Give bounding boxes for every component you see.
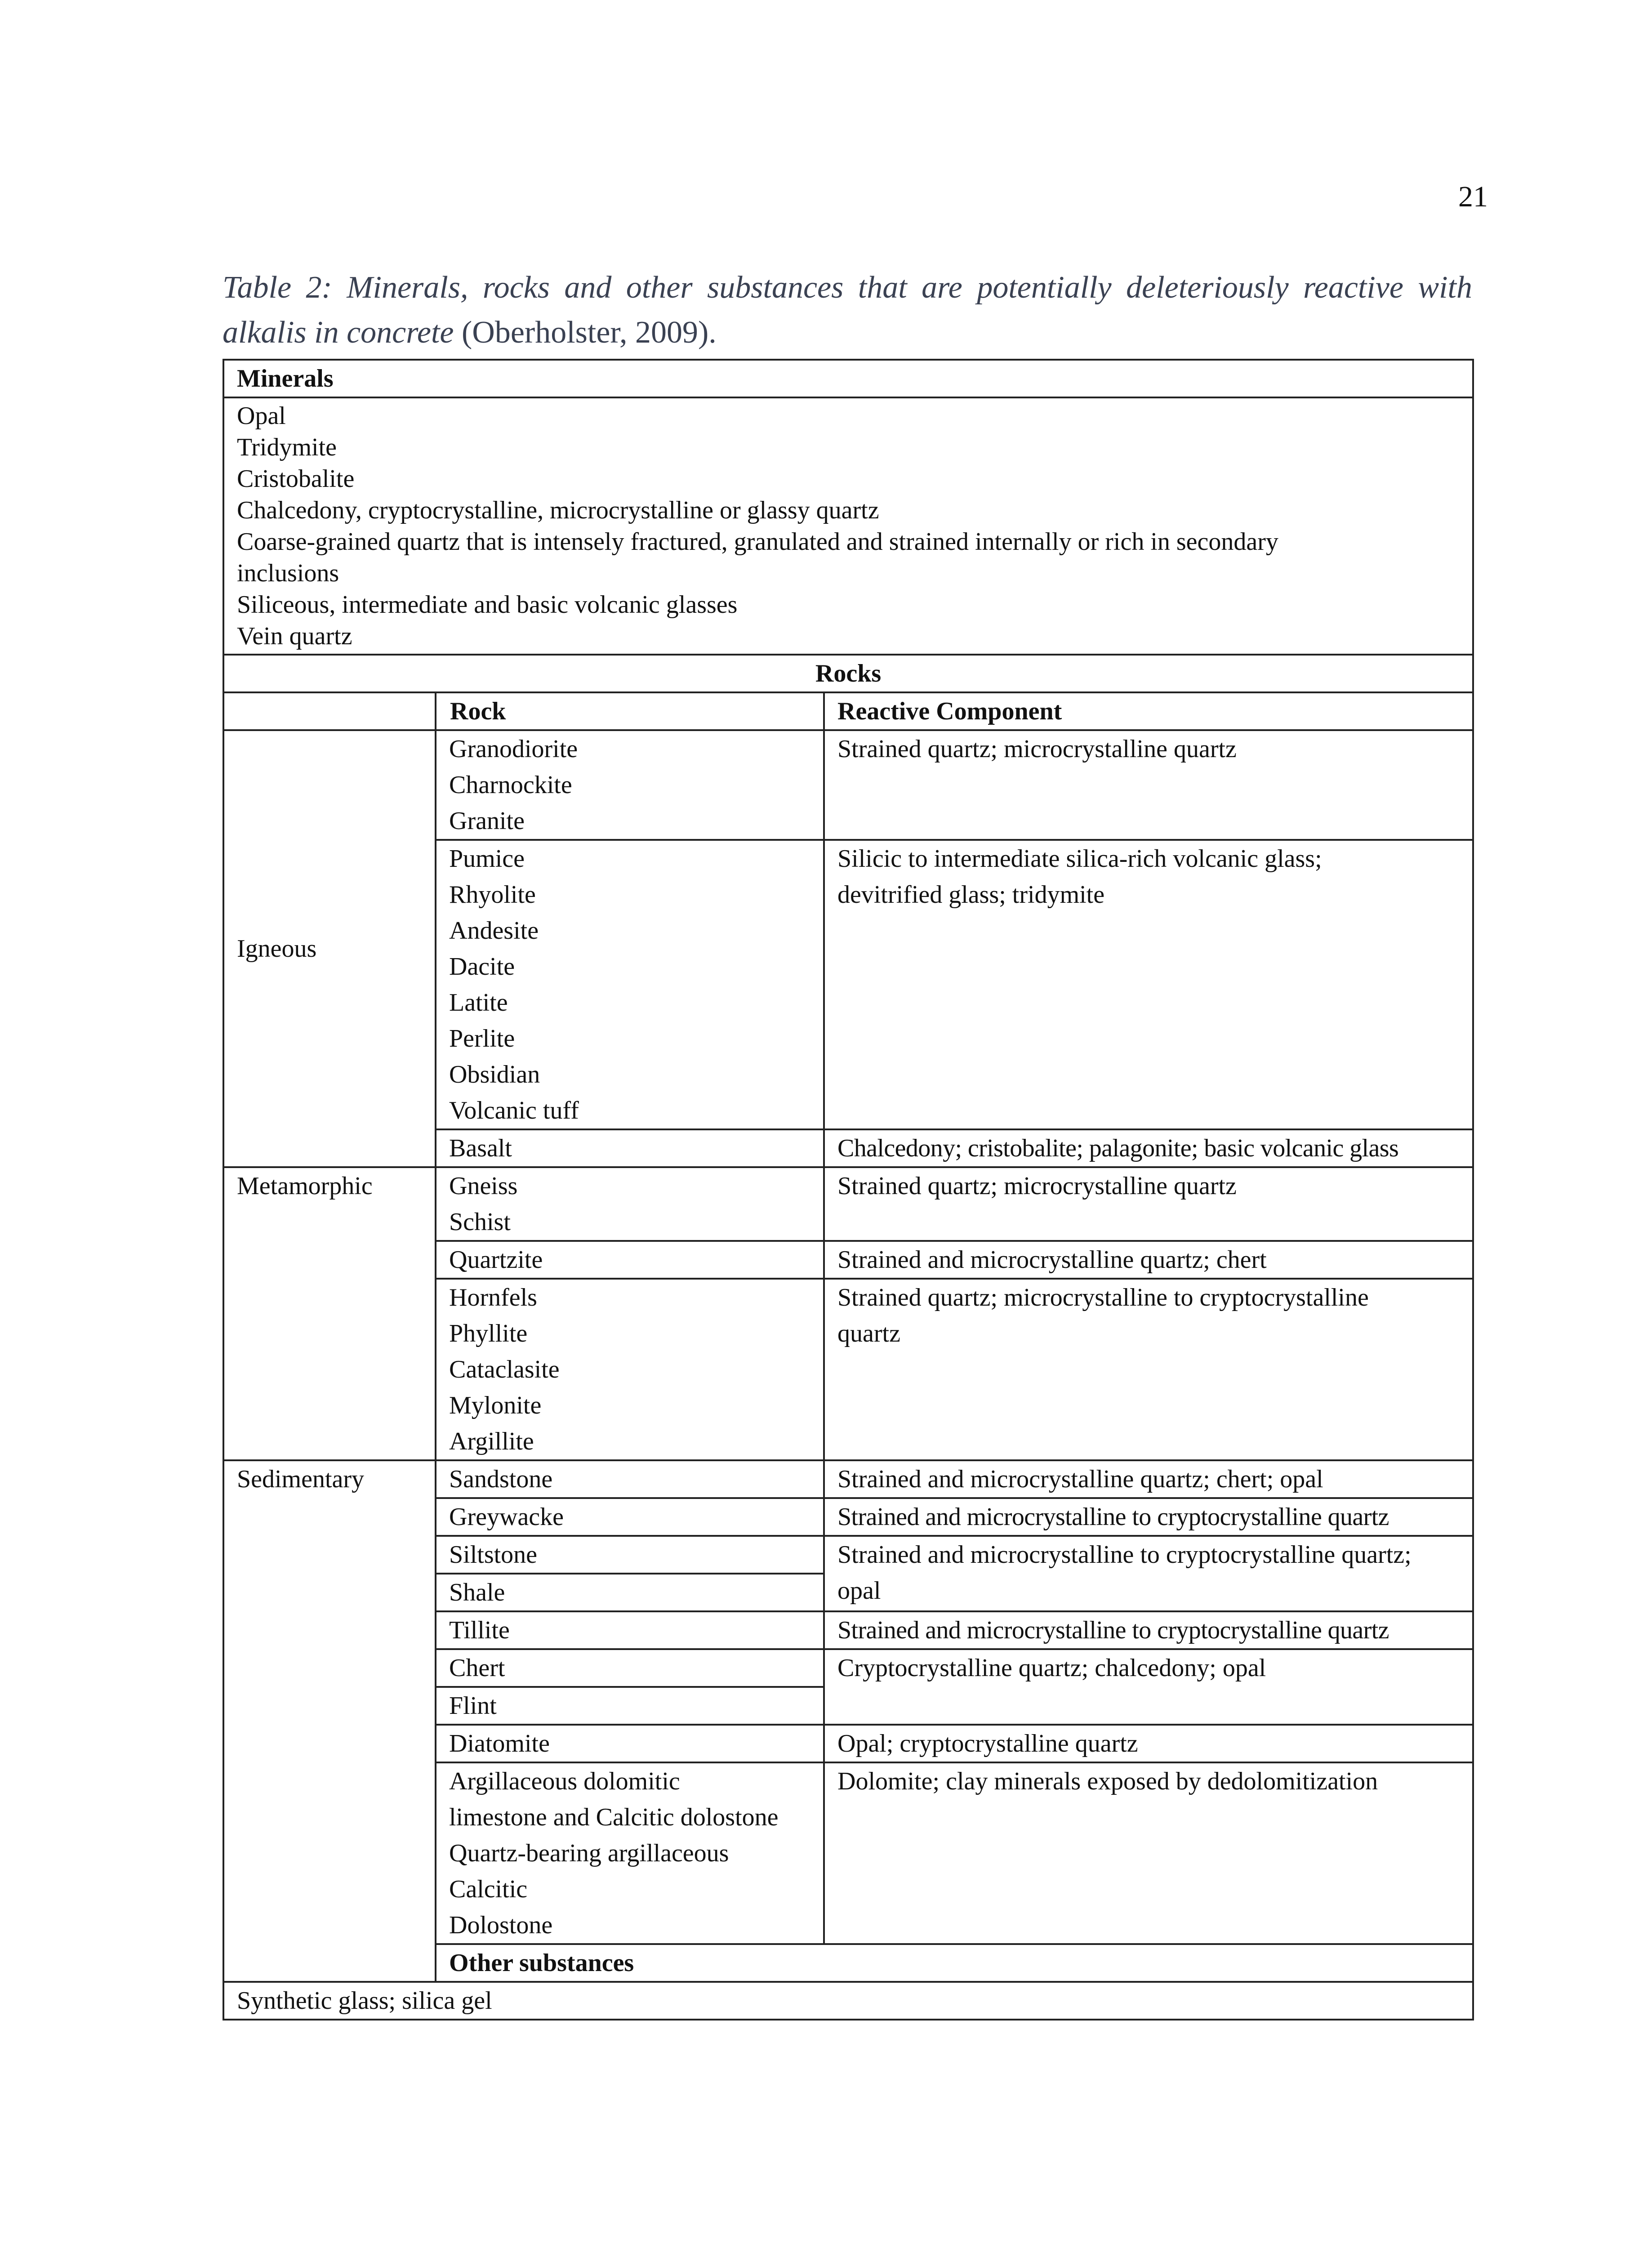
rock-name: Argillite bbox=[449, 1427, 534, 1455]
rock-name: Granodiorite bbox=[449, 735, 578, 763]
mineral-item: Cristobalite bbox=[237, 465, 355, 493]
table-row bbox=[223, 1460, 1473, 1498]
rocks-column-header-row bbox=[223, 692, 1473, 730]
caption-citation: (Oberholster, 2009). bbox=[454, 315, 717, 350]
rock-name: Phyllite bbox=[449, 1320, 528, 1347]
mineral-item: Tridymite bbox=[237, 433, 337, 461]
other-text: Synthetic glass; silica gel bbox=[223, 1982, 1473, 2020]
rock-name: Perlite bbox=[449, 1025, 515, 1053]
rock-name: Quartz-bearing argillaceous bbox=[449, 1839, 729, 1867]
rock-cell bbox=[436, 1762, 824, 1944]
rock-name: Hornfels bbox=[449, 1284, 537, 1311]
rock-cell: Quartzite bbox=[436, 1241, 824, 1279]
rock-name: Granite bbox=[449, 807, 525, 835]
rocks-header-row bbox=[223, 655, 1473, 692]
minerals-header: Minerals bbox=[223, 360, 1473, 397]
minerals-list bbox=[223, 397, 1473, 655]
component-cell: Strained and microcrystalline quartz; chert bbox=[824, 1241, 1473, 1279]
rock-column-header: Rock bbox=[436, 692, 824, 730]
rock-name: Mylonite bbox=[449, 1392, 542, 1419]
rock-cell: Flint bbox=[436, 1687, 824, 1725]
rock-name: Dacite bbox=[449, 953, 515, 981]
component-cell: Strained quartz; microcrystalline quartz bbox=[824, 1167, 1473, 1241]
rock-name: Volcanic tuff bbox=[449, 1097, 579, 1124]
category-metamorphic: Metamorphic bbox=[223, 1167, 436, 1460]
rocks-header: Rocks bbox=[223, 655, 1473, 692]
rock-name: limestone and Calcitic dolostone bbox=[449, 1803, 779, 1831]
component-cell: Strained and microcrystalline quartz; chert; opal bbox=[824, 1460, 1473, 1498]
other-row bbox=[223, 1982, 1473, 2020]
rock-cell: Sandstone bbox=[436, 1460, 824, 1498]
component-cell: Strained quartz; microcrystalline to cryptocrystalline quartz bbox=[824, 1279, 1473, 1460]
rock-name: Calcitic bbox=[449, 1875, 528, 1903]
rock-cell: Greywacke bbox=[436, 1498, 824, 1536]
component-cell: Opal; cryptocrystalline quartz bbox=[824, 1725, 1473, 1762]
component-cell: Dolomite; clay minerals exposed by dedolomitization bbox=[824, 1762, 1473, 1944]
category-column-header bbox=[223, 692, 436, 730]
reactive-substances-table bbox=[223, 359, 1474, 2021]
rock-cell: Chert bbox=[436, 1649, 824, 1687]
rock-name: Latite bbox=[449, 989, 508, 1017]
table-row bbox=[223, 730, 1473, 840]
rock-name: Gneiss bbox=[449, 1172, 518, 1200]
table-caption bbox=[223, 265, 1472, 355]
mineral-item: Vein quartz bbox=[237, 622, 352, 650]
rock-name: Andesite bbox=[449, 917, 539, 945]
component-cell: Strained quartz; microcrystalline quartz bbox=[824, 730, 1473, 840]
rock-name: Schist bbox=[449, 1208, 511, 1236]
rock-name: Basalt bbox=[449, 1134, 512, 1162]
rock-cell bbox=[436, 1167, 824, 1241]
rock-cell bbox=[436, 1279, 824, 1460]
rock-cell: Shale bbox=[436, 1574, 824, 1611]
rock-name: Charnockite bbox=[449, 771, 572, 799]
other-header: Other substances bbox=[436, 1944, 1473, 1982]
rock-name: Dolostone bbox=[449, 1911, 553, 1939]
page-number: 21 bbox=[1458, 180, 1488, 213]
category-igneous: Igneous bbox=[223, 730, 436, 1167]
mineral-item: Coarse-grained quartz that is intensely fractured, granulated and strained internally or rich in secondary inclusions bbox=[237, 528, 1278, 587]
table-row bbox=[223, 1167, 1473, 1241]
mineral-item: Chalcedony, cryptocrystalline, microcrystalline or glassy quartz bbox=[237, 496, 879, 524]
rock-name: Pumice bbox=[449, 845, 525, 873]
rock-cell: Tillite bbox=[436, 1611, 824, 1649]
rock-name: Cataclasite bbox=[449, 1356, 560, 1383]
component-cell: Cryptocrystalline quartz; chalcedony; opal bbox=[824, 1649, 1473, 1725]
rock-cell: Diatomite bbox=[436, 1725, 824, 1762]
component-cell: Strained and microcrystalline to cryptocrystalline quartz bbox=[824, 1498, 1473, 1536]
component-cell: Silicic to intermediate silica-rich volcanic glass; devitrified glass; tridymite bbox=[824, 840, 1473, 1129]
minerals-header-row bbox=[223, 360, 1473, 397]
component-cell: Strained and microcrystalline to cryptocrystalline quartz; opal bbox=[824, 1536, 1473, 1611]
component-cell: Strained and microcrystalline to cryptocrystalline quartz bbox=[824, 1611, 1473, 1649]
rock-cell bbox=[436, 730, 824, 840]
rock-cell bbox=[436, 1129, 824, 1167]
mineral-item: Opal bbox=[237, 402, 286, 430]
rock-name: Argillaceous dolomitic bbox=[449, 1767, 680, 1795]
mineral-item: Siliceous, intermediate and basic volcanic glasses bbox=[237, 591, 738, 619]
rock-cell: Siltstone bbox=[436, 1536, 824, 1574]
category-sedimentary: Sedimentary bbox=[223, 1460, 436, 1982]
minerals-list-row bbox=[223, 397, 1473, 655]
rock-cell bbox=[436, 840, 824, 1129]
rock-name: Obsidian bbox=[449, 1061, 540, 1088]
rock-name: Rhyolite bbox=[449, 881, 536, 909]
caption-title: Table 2: Minerals, rocks and other substances that are potentially deleteriously reactive with alkalis in concrete bbox=[223, 270, 1472, 350]
component-column-header: Reactive Component bbox=[824, 692, 1473, 730]
component-cell: Chalcedony; cristobalite; palagonite; basic volcanic glass bbox=[824, 1129, 1473, 1167]
